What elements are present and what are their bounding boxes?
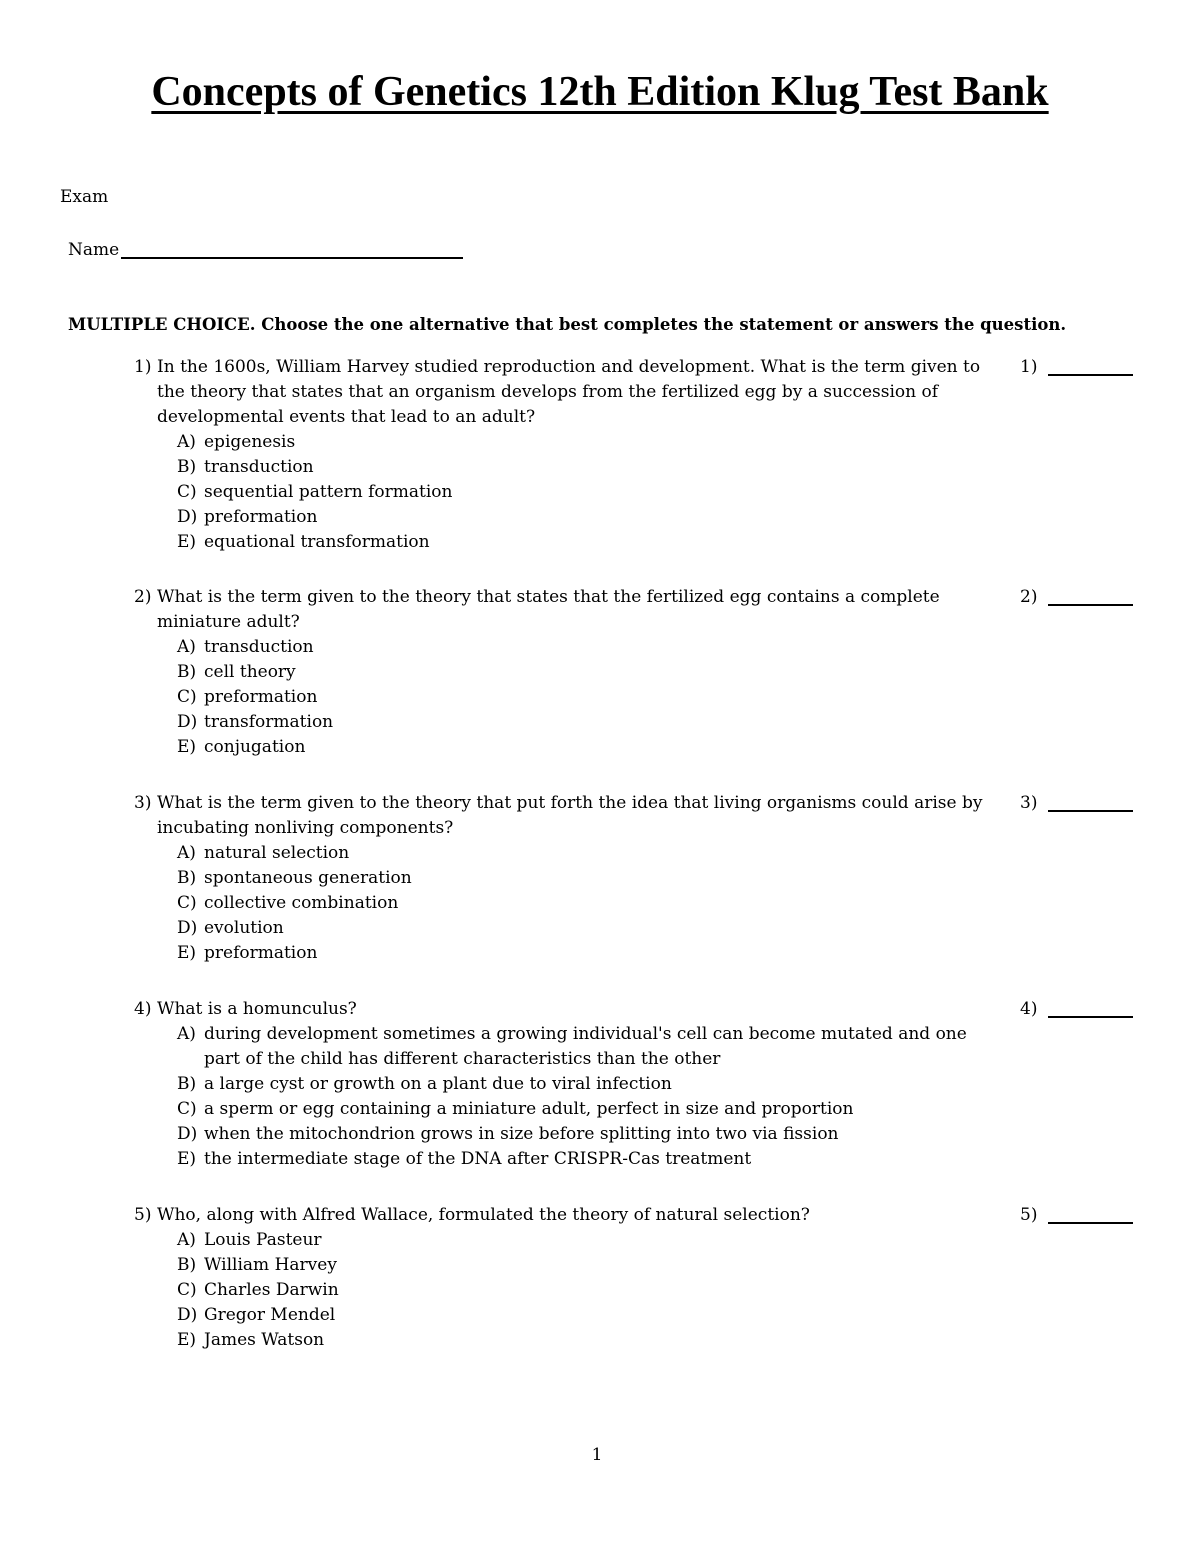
option (177, 891, 994, 916)
option (177, 480, 994, 505)
option-text: transduction (204, 457, 314, 477)
option-text: conjugation (204, 737, 306, 757)
question-number: 4) (134, 999, 152, 1019)
option-letter: A) (177, 432, 196, 452)
option-text: preformation (204, 687, 318, 707)
option (177, 1228, 994, 1253)
document-title: Concepts of Genetics 12th Edition Klug Test Bank (151, 69, 1049, 115)
option-text: preformation (204, 943, 318, 963)
option-text: when the mitochondrion grows in size before splitting into two via fission (204, 1124, 839, 1144)
answer-slot-2 (1020, 585, 1135, 610)
option-text: Charles Darwin (204, 1280, 339, 1300)
option-letter: D) (177, 918, 198, 938)
answer-blank-line[interactable] (1048, 1222, 1133, 1224)
option-text: cell theory (204, 662, 296, 682)
exam-label: Exam (60, 187, 109, 207)
option-letter: A) (177, 1024, 196, 1044)
option-text: Gregor Mendel (204, 1305, 336, 1325)
option (177, 1147, 994, 1172)
option-letter: C) (177, 1280, 197, 1300)
option-text: epigenesis (204, 432, 296, 452)
option-text: during development sometimes a growing individual's cell can become mutated and one part of the child has different characteristics than the other (204, 1024, 967, 1069)
question-number: 1) (134, 357, 152, 377)
option-text: the intermediate stage of the DNA after CRISPR-Cas treatment (204, 1149, 752, 1169)
option-text: transformation (204, 712, 334, 732)
option-text: spontaneous generation (204, 868, 412, 888)
option (177, 505, 994, 530)
answer-slot-1 (1020, 355, 1135, 380)
option (177, 455, 994, 480)
option-text: a large cyst or growth on a plant due to viral infection (204, 1074, 672, 1094)
answer-blank-line[interactable] (1048, 810, 1133, 812)
answer-number: 1) (1020, 357, 1038, 377)
question-text: In the 1600s, William Harvey studied reproduction and development. What is the term given to the theory that states that an organism develops from the fertilized egg by a succession of developmental events that lead to an adult? (157, 357, 981, 427)
option-letter: E) (177, 532, 197, 552)
answer-number: 2) (1020, 587, 1038, 607)
instructions: MULTIPLE CHOICE. Choose the one alternative that best completes the statement or answers the question. (68, 315, 1067, 334)
option-letter: C) (177, 687, 197, 707)
question-text: What is the term given to the theory that states that the fertilized egg contains a complete miniature adult? (157, 587, 940, 632)
option (177, 841, 994, 866)
option-text: transduction (204, 637, 314, 657)
option-letter: D) (177, 1124, 198, 1144)
question-2 (134, 585, 994, 760)
option-text: equational transformation (204, 532, 430, 552)
option-letter: B) (177, 457, 197, 477)
option-letter: A) (177, 637, 196, 657)
option (177, 735, 994, 760)
option-letter: B) (177, 1255, 197, 1275)
name-label: Name (68, 240, 120, 260)
option-letter: C) (177, 893, 197, 913)
answer-number: 5) (1020, 1205, 1038, 1225)
option-letter: D) (177, 712, 198, 732)
answer-blank-line[interactable] (1048, 604, 1133, 606)
option (177, 1328, 994, 1353)
answer-blank-line[interactable] (1048, 374, 1133, 376)
answer-blank-line[interactable] (1048, 1016, 1133, 1018)
question-5 (134, 1203, 994, 1353)
option (177, 941, 994, 966)
name-blank-line[interactable] (121, 257, 463, 259)
option-text: Louis Pasteur (204, 1230, 322, 1250)
option (177, 1022, 994, 1072)
option-letter: C) (177, 1099, 197, 1119)
page-number: 1 (591, 1445, 603, 1465)
question-number: 5) (134, 1205, 152, 1225)
option-letter: B) (177, 662, 197, 682)
option (177, 866, 994, 891)
option-text: natural selection (204, 843, 350, 863)
option (177, 660, 994, 685)
option-text: collective combination (204, 893, 399, 913)
option-text: a sperm or egg containing a miniature adult, perfect in size and proportion (204, 1099, 854, 1119)
option-letter: B) (177, 868, 197, 888)
question-number: 3) (134, 793, 152, 813)
option (177, 1278, 994, 1303)
option (177, 916, 994, 941)
option (177, 1253, 994, 1278)
option-text: James Watson (204, 1330, 325, 1350)
answer-number: 4) (1020, 999, 1038, 1019)
question-number: 2) (134, 587, 152, 607)
question-4 (134, 997, 994, 1172)
option-letter: E) (177, 737, 197, 757)
option (177, 1303, 994, 1328)
option-letter: D) (177, 507, 198, 527)
option (177, 1122, 994, 1147)
question-3 (134, 791, 994, 966)
question-text: What is a homunculus? (157, 999, 357, 1019)
option-letter: E) (177, 1149, 197, 1169)
option (177, 1072, 994, 1097)
option-text: preformation (204, 507, 318, 527)
option (177, 685, 994, 710)
answer-slot-5 (1020, 1203, 1135, 1228)
option (177, 1097, 994, 1122)
option (177, 635, 994, 660)
option-letter: C) (177, 482, 197, 502)
option-letter: B) (177, 1074, 197, 1094)
option-letter: A) (177, 1230, 196, 1250)
answer-number: 3) (1020, 793, 1038, 813)
option (177, 710, 994, 735)
question-text: What is the term given to the theory that put forth the idea that living organisms could arise by incubating nonliving components? (157, 793, 983, 838)
option-text: William Harvey (204, 1255, 337, 1275)
option-letter: E) (177, 1330, 197, 1350)
question-text: Who, along with Alfred Wallace, formulated the theory of natural selection? (157, 1205, 810, 1225)
answer-slot-3 (1020, 791, 1135, 816)
option (177, 530, 994, 555)
option-letter: E) (177, 943, 197, 963)
question-1 (134, 355, 994, 555)
option (177, 430, 994, 455)
option-text: evolution (204, 918, 284, 938)
answer-slot-4 (1020, 997, 1135, 1022)
option-letter: A) (177, 843, 196, 863)
option-letter: D) (177, 1305, 198, 1325)
option-text: sequential pattern formation (204, 482, 453, 502)
